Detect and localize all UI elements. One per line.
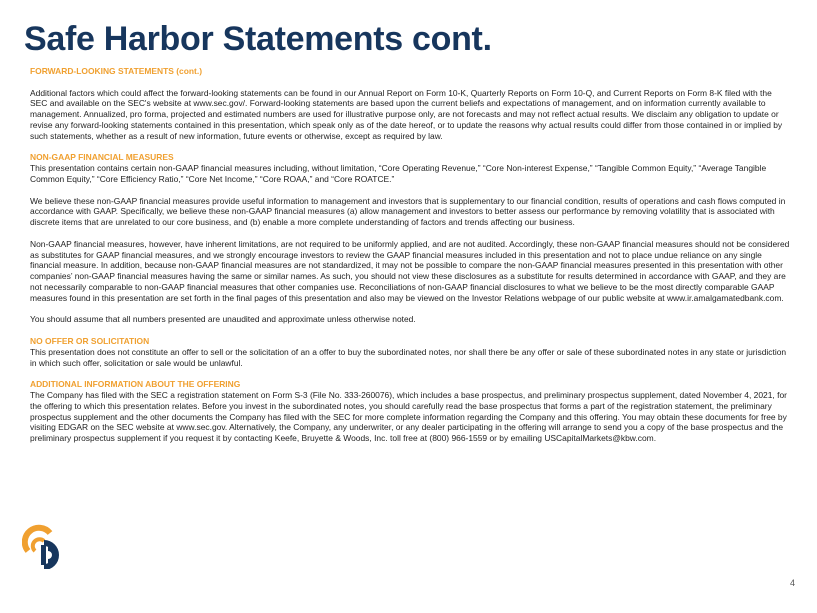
non-gaap-paragraph-3: Non-GAAP financial measures, however, have inherent limitations, are not required to be uniformly applied, and are not audited. Accordingly, these non-GAAP financial measures should not be considered as substitutes for GAAP financial measures, and we strongly encourage investors to review the GAAP financial measures included in this presentation and not to place undue reliance on any single financial measure. In addition, because non-GAAP financial measures are not standardized, it may not be possible to compare the non-GAAP financial measures presented in this presentation with other companies’ non-GAAP financial measures having the same or similar names. As such, you should not view these disclosures as a substitute for results determined in accordance with GAAP, and they are not necessarily comparable to non-GAAP financial measures that other companies use. Reconciliations of non-GAAP financial disclosures to what we believe to be the most directly comparable GAAP measures found in this presentation are set forth in the final pages of this presentation and also may be viewed on the Investor Relations webpage of our public website at www.ir.amalgamatedbank.com. [30,238,790,303]
additional-info-paragraph: The Company has filed with the SEC a registration statement on Form S-3 (File No. 333-260076), which includes a base prospectus, and preliminary prospectus supplement, dated November 4, 2021, for the offering to which this presentation relates. Before you invest in the subordinated notes, you should carefully read the base prospectus that forms a part of the registration statement, the preliminary prospectus supplement and the other documents the Company has filed with the SEC for more complete information regarding the Company and this offering. You may obtain these documents for free by visiting EDGAR on the SEC website at www.sec.gov. Alternatively, the Company, any underwriter, or any dealer participating in the offering will arrange to send you a copy of the base prospectus and the preliminary prospectus supplement if you request it by contacting Keefe, Bruyette & Woods, Inc. toll free at (800) 966-1559 or by emailing USCapitalMarkets@kbw.com. [30,389,787,444]
no-offer-paragraph: This presentation does not constitute an offer to sell or the solicitation of an a offer to buy the subordinated notes, nor shall there be any offer or sale of these subordinated notes in any state or jurisdiction in which such offer, solicitation or sale would be unlawful. [30,346,787,368]
non-gaap-heading: NON-GAAP FINANCIAL MEASURES [30,152,174,163]
additional-info-heading: ADDITIONAL INFORMATION ABOUT THE OFFERING [30,379,241,390]
disclaimer-body [30,66,790,444]
amalgamated-logo-icon [22,521,70,569]
no-offer-heading: NO OFFER OR SOLICITATION [30,335,150,346]
non-gaap-paragraph-4: You should assume that all numbers presented are unaudited and approximate unless otherwise noted. [30,314,416,325]
slide-title: Safe Harbor Statements cont. [24,20,492,58]
page-number: 4 [789,578,795,588]
forward-looking-heading: FORWARD-LOOKING STATEMENTS (cont.) [30,66,203,76]
non-gaap-paragraph-2: We believe these non-GAAP financial measures provide useful information to management and investors that is supplementary to our financial condition, results of operations and cash flows computed in accordance with GAAP. Specifically, we believe these non-GAAP financial measures (a) allow management and investors to better assess our performance by removing volatility that is associated with discrete items that are unrelated to our core business, and (b) enable a more complete understanding of factors and trends affecting our business. [30,195,786,228]
forward-looking-paragraph: Additional factors which could affect the forward-looking statements can be found in our Annual Report on Form 10-K, Quarterly Reports on Form 10-Q, and Current Reports on Form 8-K filed with the SEC and available on the SEC's website at www.sec.gov/. Forward-looking statements are based upon the current beliefs and expectations of management, and on information currently available to management. Annualized, pro forma, projected and estimated numbers are used for illustrative purpose only, are not forecasts and may not reflect actual results. We disclaim any obligation to update or revise any forward-looking statements contained in this presentation, which speak only as of the date hereof, or to update the reasons why actual results could differ from those contained in or implied by such statements, whether as a result of new information, future events or otherwise, except as required by law. [30,87,783,141]
non-gaap-paragraph-1: This presentation contains certain non-GAAP financial measures including, without limitation, “Core Operating Revenue,” “Core Non-interest Expense,” “Tangible Common Equity,” “Average Tangible Common Equity,” “Core Efficiency Ratio,” “Core Net Income,” “Core ROAA,” and “Core ROATCE.” [30,163,767,184]
